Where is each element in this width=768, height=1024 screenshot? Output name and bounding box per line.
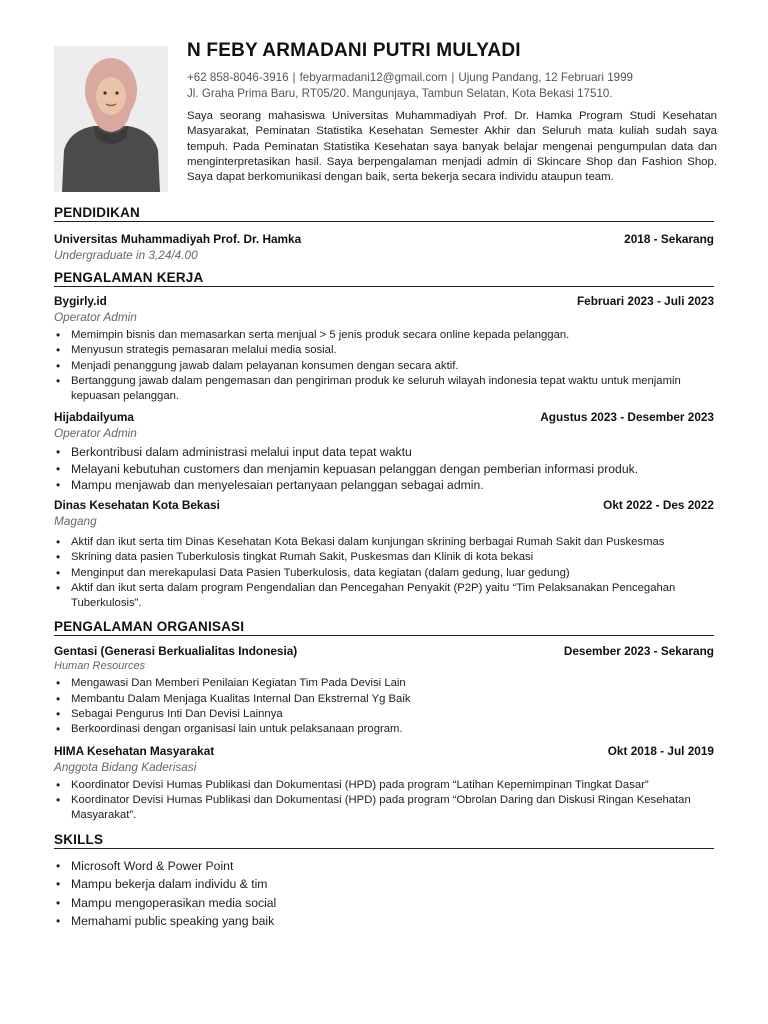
section-title: PENDIDIKAN: [54, 205, 714, 222]
entry-org: Universitas Muhammadiyah Prof. Dr. Hamka: [54, 232, 302, 246]
bullet-list: [54, 778, 714, 824]
section-title: PENGALAMAN KERJA: [54, 270, 714, 287]
list-item: • Membantu Dalam Menjaga Kualitas Internal Dan Ekstrernal Yg Baik: [54, 692, 714, 707]
section-organisasi: [54, 619, 714, 823]
entry-header: [54, 410, 714, 424]
list-item: • Mampu menjawab dan menyelesaian pertanyaan pelanggan sebagai admin.: [54, 477, 714, 494]
entry-org: Dinas Kesehatan Kota Bekasi: [54, 497, 220, 512]
bullet-list: [54, 535, 714, 611]
bullet-list: [54, 444, 714, 494]
full-name: N FEBY ARMADANI PUTRI MULYADI: [187, 40, 521, 61]
list-item: • Mampu mengoperasikan media social: [54, 895, 714, 912]
section-pendidikan: [54, 205, 714, 262]
entry-date: Februari 2023 - Juli 2023: [576, 294, 714, 308]
resume-header: [187, 40, 717, 197]
list-item: • Menjadi penanggung jawab dalam pelayanan konsumen dengan secara aktif.: [54, 359, 714, 374]
entry-date: Desember 2023 - Sekarang: [563, 644, 714, 659]
list-item: • Mengawasi Dan Memberi Penilaian Kegiatan Tim Pada Devisi Lain: [54, 676, 714, 691]
section-title: PENGALAMAN ORGANISASI: [54, 619, 714, 636]
section-skills: [54, 832, 714, 930]
section-title: SKILLS: [54, 832, 714, 849]
phone-number: +62 858-8046-3916: [187, 71, 289, 84]
entry-role: Undergraduate in 3,24/4.00: [54, 248, 198, 262]
list-item: • Mampu bekerja dalam individu & tim: [54, 876, 714, 893]
entry-header: [54, 294, 714, 308]
entry-date: 2018 - Sekarang: [624, 232, 714, 246]
list-item: • Berkontribusi dalam administrasi melalui input data tepat waktu: [54, 444, 714, 461]
list-item: • Bertanggung jawab dalam pengemasan dan pengiriman produk ke seluruh wilayah indonesia tepat waktu untuk menjamin kepuasan pelanggan.: [54, 374, 714, 405]
entry-org: Hijabdailyuma: [54, 410, 134, 425]
bullet-list: [54, 676, 714, 737]
entry-role: Human Resources: [54, 660, 146, 673]
entry-header: [54, 644, 714, 658]
profile-photo: [54, 46, 168, 192]
entry-org: Bygirly.id: [54, 294, 107, 308]
list-item: • Melayani kebutuhan customers dan menjamin kepuasan pelanggan dengan pemberian informasi produk.: [54, 461, 714, 478]
profile-summary: Saya seorang mahasiswa Universitas Muhammadiyah Prof. Dr. Hamka Program Studi Kesehatan Masyarakat, Peminatan Statistika Kesehatan Semester Akhir dan Seluruh mata kuliah sudah saya tempuh. Pada Peminatan Statistika Kesehatan saya banyak belajar mengenai pengumpulan data dan menginterpretasikan hasil. Saya berpengalaman menjadi admin di Skincare Shop dan Fashion Shop. Saya dapat berkomunikasi dengan baik, serta bekerja secara individu ataupun team.: [187, 110, 717, 184]
entry-date: Okt 2018 - Jul 2019: [607, 743, 714, 758]
bullet-list: [54, 328, 714, 404]
list-item: • Sebagai Pengurus Inti Dan Devisi Lainnya: [54, 707, 714, 722]
address: Jl. Graha Prima Baru, RT05/20. Mangunjaya, Tambun Selatan, Kota Bekasi 17510.: [187, 87, 613, 100]
entry-org: HIMA Kesehatan Masyarakat: [54, 743, 215, 758]
entry-date: Okt 2022 - Des 2022: [603, 497, 714, 512]
bullet-list: [54, 858, 714, 930]
birth-info: Ujung Pandang, 12 Februari 1999: [458, 71, 634, 84]
list-item: • Memahami public speaking yang baik: [54, 913, 714, 930]
list-item: • Memimpin bisnis dan memasarkan serta menjual > 5 jenis produk secara online kepada pelanggan.: [54, 328, 714, 343]
entry-date: Agustus 2023 - Desember 2023: [540, 410, 714, 425]
list-item: • Aktif dan ikut serta dalam program Pengendalian dan Pencegahan Penyakit (P2P) yaitu “Tim Pelaksanakan Pencegahan Tuberkulosis”.: [54, 581, 714, 612]
list-item: • Skrining data pasien Tuberkulosis tingkat Rumah Sakit, Puskesmas dan Klinik di kota bekasi: [54, 550, 714, 565]
list-item: • Aktif dan ikut serta tim Dinas Kesehatan Kota Bekasi dalam kunjungan skrining berbagai Rumah Sakit dan Puskesmas: [54, 535, 714, 550]
entry-role: Operator Admin: [54, 426, 137, 441]
entry-header: [54, 498, 714, 512]
entry-header: [54, 744, 714, 758]
separator: |: [451, 71, 455, 84]
entry-org: Gentasi (Generasi Berkualialitas Indonesia): [54, 644, 298, 659]
email-address: febyarmadani12@gmail.com: [299, 71, 448, 84]
resume-body: [54, 205, 714, 930]
list-item: • Koordinator Devisi Humas Publikasi dan Dokumentasi (HPD) pada program “Latihan Kepemimpinan Tingkat Dasar”: [54, 778, 714, 793]
list-item: • Menyusun strategis pemasaran melalui media sosial.: [54, 343, 714, 358]
list-item: • Koordinator Devisi Humas Publikasi dan Dokumentasi (HPD) pada program “Obrolan Daring dan Diskusi Ringan Kesehatan Masyarakat”.: [54, 793, 714, 824]
entry-role: Anggota Bidang Kaderisasi: [54, 759, 197, 774]
separator: |: [292, 71, 296, 84]
section-kerja: [54, 270, 714, 611]
entry-role: Magang: [54, 513, 97, 528]
list-item: • Microsoft Word & Power Point: [54, 858, 714, 875]
entry-header: [54, 232, 714, 246]
contact-line: [187, 70, 717, 86]
list-item: • Berkoordinasi dengan organisasi lain untuk pelaksanaan program.: [54, 722, 714, 737]
entry-role: Operator Admin: [54, 310, 137, 324]
list-item: • Menginput dan merekapulasi Data Pasien Tuberkulosis, data kegiatan (dalam gedung, luar gedung): [54, 566, 714, 581]
